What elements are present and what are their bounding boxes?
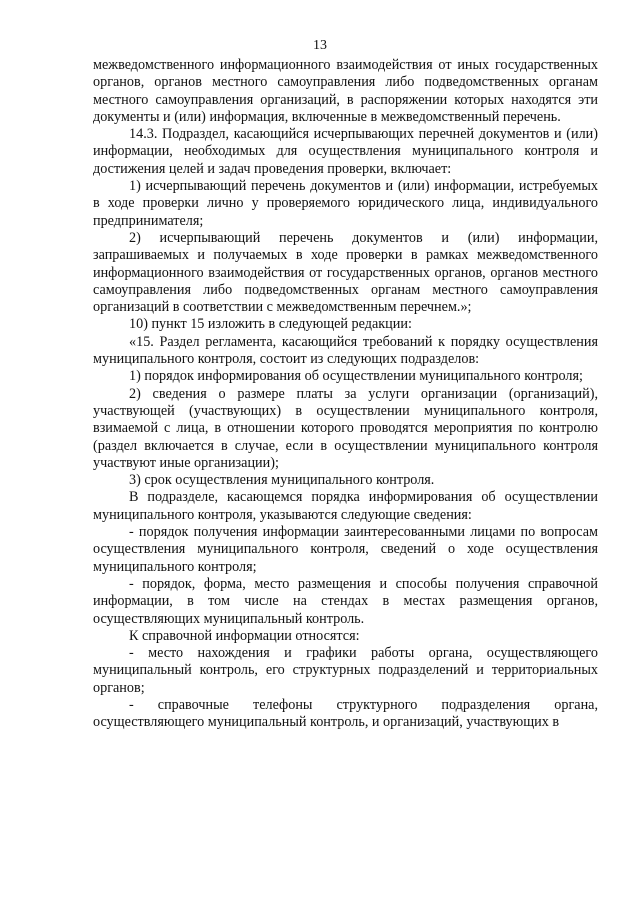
paragraph: 2) исчерпывающий перечень документов и (или) информации, запрашиваемых и получаемых в ходе проверки в рамках межведомственного информационного взаимодействия от государственных органов, органов местного самоуправления либо подведомственных органам местного самоуправления организаций в соответствии с межведомственным перечнем.»; — [93, 229, 598, 316]
paragraph: - порядок, форма, место размещения и способы получения справочной информации, в том числе на стендах в местах размещения органов, осуществляющих муниципальный контроль. — [93, 575, 598, 627]
document-body — [93, 57, 598, 732]
paragraph: межведомственного информационного взаимодействия от иных государственных органов, органов местного самоуправления либо подведомственных органам местного самоуправления организаций, в распоряжении которых находятся эти документы и (или) информация, включенные в межведомственный перечень. — [93, 57, 598, 125]
paragraph: 3) срок осуществления муниципального контроля. — [129, 472, 435, 489]
paragraph: В подразделе, касающемся порядка информирования об осуществлении муниципального контроля, указываются следующие сведения: — [93, 489, 598, 523]
paragraph: - место нахождения и графики работы органа, осуществляющего муниципальный контроль, его структурных подразделений и территориальных органов; — [93, 645, 598, 696]
paragraph: 14.3. Подраздел, касающийся исчерпывающих перечней документов и (или) информации, необходимых для осуществления муниципального контроля и достижения целей и задач проведения проверки, включает: — [93, 126, 598, 177]
page-number: 13 — [313, 38, 327, 53]
paragraph: «15. Раздел регламента, касающийся требований к порядку осуществления муниципального контроля, состоит из следующих подразделов: — [93, 333, 598, 368]
paragraph: - порядок получения информации заинтересованными лицами по вопросам осуществления муниципального контроля, сведений о ходе осуществления муниципального контроля; — [93, 524, 598, 575]
paragraph: 1) исчерпывающий перечень документов и (или) информации, истребуемых в ходе проверки лично у проверяемого юридического лица, индивидуального предпринимателя; — [93, 178, 598, 229]
paragraph: 2) сведения о размере платы за услуги организации (организаций), участвующей (участвующих) в осуществлении муниципального контроля, взимаемой с лица, в отношении которого проводятся мероприятия по контролю (раздел включается в случае, если в осуществлении муниципального контроля участвуют иные организации); — [93, 385, 598, 471]
paragraph: К справочной информации относятся: — [129, 627, 360, 644]
paragraph: 1) порядок информирования об осуществлении муниципального контроля; — [129, 368, 583, 385]
paragraph: 10) пункт 15 изложить в следующей редакции: — [129, 316, 412, 333]
paragraph: - справочные телефоны структурного подразделения органа, осуществляющего муниципальный контроль, и организаций, участвующих в — [93, 696, 598, 731]
